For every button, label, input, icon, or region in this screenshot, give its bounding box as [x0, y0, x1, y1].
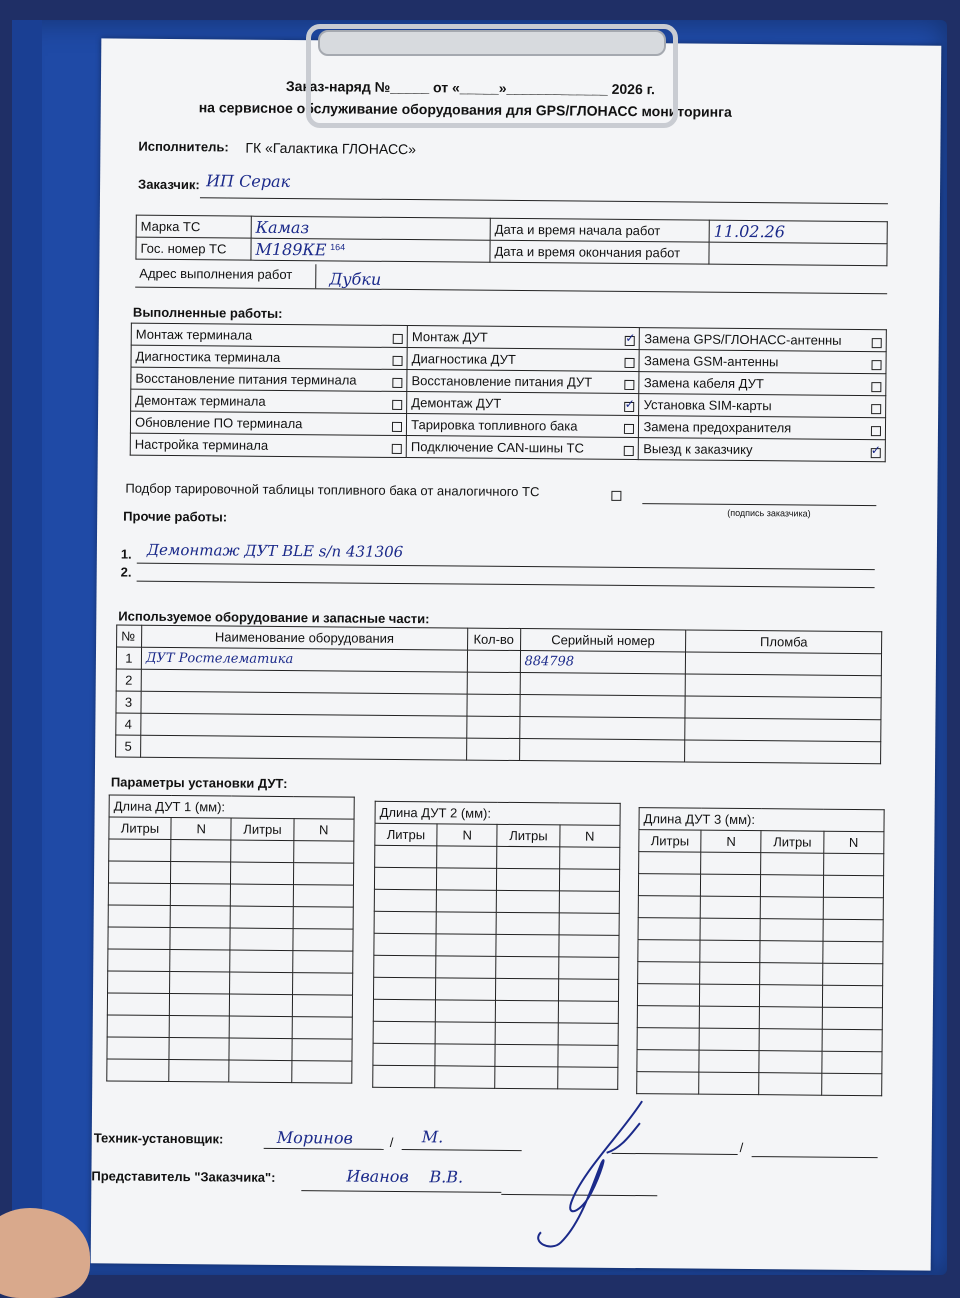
- dut-cell: [291, 1061, 352, 1084]
- works-item-checkbox[interactable]: [393, 334, 403, 344]
- equipment-cell: 2: [116, 669, 141, 691]
- equipment-cell: [466, 716, 519, 738]
- dut-cell: [823, 919, 884, 942]
- other-work-num-2: 2.: [120, 564, 132, 580]
- dut-cell: [375, 845, 437, 868]
- dut-cell: [497, 890, 559, 913]
- works-cell: [639, 394, 886, 418]
- dut-cell: [171, 839, 232, 862]
- address-value: Дубки: [329, 269, 382, 289]
- works-item-checkbox[interactable]: [625, 358, 635, 368]
- dut-cell: [637, 1072, 699, 1095]
- works-cell: [407, 348, 640, 372]
- dut-params-title: Параметры установки ДУТ:: [110, 774, 288, 792]
- doc-title-line2: на сервисное обслуживание оборудования для GPS/ГЛОНАСС мониторинга: [198, 99, 732, 120]
- dut-cell: [761, 897, 823, 920]
- equipment-cell: ДУТ Ростелематика: [141, 647, 467, 672]
- equipment-header-cell: Пломба: [686, 630, 882, 654]
- dut-block-title: Длина ДУТ 1 (мм):: [109, 795, 354, 819]
- tech-name-line: [264, 1148, 384, 1150]
- dut-cell: [231, 906, 293, 929]
- dut-col-header: N: [171, 817, 232, 840]
- works-item-checkbox[interactable]: [392, 378, 402, 388]
- brand-label: Марка ТС: [136, 215, 251, 238]
- works-cell: [131, 389, 407, 413]
- dut-cell: [497, 912, 559, 935]
- works-item-label: Демонтаж терминала: [135, 392, 266, 409]
- dut-cell: [496, 978, 558, 1001]
- dut-col-header: N: [823, 831, 884, 854]
- equipment-cell: [467, 672, 520, 694]
- dut-cell: [292, 951, 353, 974]
- dut-cell: [699, 1006, 760, 1029]
- dut-cell: [293, 907, 354, 930]
- works-cell: [640, 328, 887, 352]
- dut-cell: [229, 1038, 291, 1061]
- dut-cell: [170, 971, 231, 994]
- works-cell: [406, 436, 639, 460]
- equipment-cell: [520, 695, 686, 718]
- dut-cell: [108, 905, 170, 928]
- dut-col-header: Литры: [375, 823, 437, 846]
- dut-cell: [638, 918, 700, 941]
- dut-cell: [701, 852, 762, 875]
- works-cell: [639, 438, 886, 462]
- dut-cell: [107, 1015, 169, 1038]
- dut-cell: [822, 941, 883, 964]
- start-label: Дата и время начала работ: [490, 218, 709, 242]
- dut-col-header: N: [701, 830, 762, 853]
- works-cell: [130, 411, 406, 435]
- dut-cell: [107, 993, 169, 1016]
- signature-caption: (подпись заказчика): [727, 507, 811, 519]
- dut-cell: [230, 1016, 292, 1039]
- dut-cell: [760, 1029, 822, 1052]
- dut-cell: [170, 883, 231, 906]
- dut-cell: [436, 956, 497, 979]
- dut-col-header: Литры: [109, 817, 171, 840]
- vehicle-table: [135, 215, 887, 267]
- dut-cell: [760, 919, 822, 942]
- equipment-cell: [467, 650, 520, 672]
- equipment-cell: [519, 717, 685, 740]
- equipment-cell: [467, 694, 520, 716]
- dut-cell: [293, 885, 354, 908]
- works-item-label: Восстановление питания терминала: [135, 370, 357, 388]
- address-underline: [135, 287, 887, 295]
- plate-label: Гос. номер ТС: [136, 237, 251, 260]
- tariff-label: Подбор тарировочной таблицы топливного бака от аналогичного ТС: [125, 480, 540, 500]
- dut-cell: [293, 863, 354, 886]
- works-item-label: Диагностика терминала: [135, 348, 281, 365]
- customer-signature-mark: [511, 1092, 662, 1253]
- dut-cell: [231, 840, 293, 863]
- tech-initials: М.: [421, 1127, 444, 1147]
- rep-name-line: [301, 1190, 501, 1193]
- works-item-checkbox[interactable]: [393, 356, 403, 366]
- dut-cell: [495, 1066, 557, 1089]
- dut-cell: [637, 1050, 699, 1073]
- doc-title-line1: Заказ-наряд №_____ от «_____»_____________ 2026 г.: [285, 77, 656, 98]
- equipment-cell: [520, 673, 686, 696]
- dut-cell: [373, 999, 435, 1022]
- dut-cell: [760, 941, 822, 964]
- dut-cell: [373, 977, 435, 1000]
- dut-col-header: Литры: [231, 818, 293, 841]
- dut-cell: [230, 972, 292, 995]
- dut-col-header: Литры: [497, 824, 559, 847]
- plate-value: М189КЕ $^{164}$: [251, 238, 490, 262]
- works-item-checkbox[interactable]: [871, 426, 881, 436]
- works-cell: [130, 433, 406, 457]
- other-work-num-1: 1.: [120, 546, 132, 562]
- dut-cell: [699, 1028, 760, 1051]
- works-item-label: Тарировка топливного бака: [411, 417, 578, 434]
- works-cell: [131, 345, 407, 369]
- dut-cell: [292, 973, 353, 996]
- dut-block-table: [636, 807, 884, 1096]
- dut-cell: [823, 897, 884, 920]
- works-item-label: Монтаж терминала: [135, 326, 253, 343]
- dut-cell: [436, 978, 497, 1001]
- executor-value: ГК «Галактика ГЛОНАСС»: [245, 139, 417, 158]
- dut-cell: [700, 918, 761, 941]
- dut-cell: [170, 905, 231, 928]
- works-item-checkbox[interactable]: [625, 336, 635, 346]
- dut-cell: [496, 1000, 558, 1023]
- works-item-checkbox[interactable]: [625, 402, 635, 412]
- dut-cell: [760, 985, 822, 1008]
- works-cell: [407, 392, 640, 416]
- equipment-header-cell: Наименование оборудования: [141, 625, 467, 650]
- dut-cell: [374, 933, 436, 956]
- dut-col-header: N: [437, 824, 498, 847]
- dut-cell: [435, 1066, 496, 1089]
- dut-cell: [700, 874, 761, 897]
- dut-cell: [638, 962, 700, 985]
- tech-extra-line-2: [752, 1156, 878, 1158]
- works-item-label: Диагностика ДУТ: [411, 351, 516, 367]
- equipment-cell: 884798: [520, 651, 686, 674]
- works-item-label: Демонтаж ДУТ: [411, 395, 502, 411]
- dut-cell: [496, 1022, 558, 1045]
- works-item-checkbox[interactable]: [392, 422, 402, 432]
- tariff-checkbox[interactable]: [611, 491, 621, 501]
- dut-cell: [435, 1022, 496, 1045]
- dut-cell: [497, 846, 559, 869]
- dut-cell: [108, 861, 170, 884]
- dut-cell: [495, 1044, 557, 1067]
- tech-label: Техник-установщик:: [93, 1130, 224, 1147]
- dut-cell: [373, 1065, 435, 1088]
- equipment-header-cell: Кол-во: [467, 628, 520, 650]
- dut-cell: [760, 1007, 822, 1030]
- dut-cell: [559, 891, 620, 914]
- works-item-checkbox[interactable]: [872, 338, 882, 348]
- dut-col-header: N: [559, 825, 620, 848]
- dut-cell: [700, 962, 761, 985]
- address-label: Адрес выполнения работ: [139, 265, 293, 283]
- dut-block-title: Длина ДУТ 2 (мм):: [375, 801, 620, 825]
- dut-cell: [638, 874, 700, 897]
- works-item-label: Замена предохранителя: [643, 419, 792, 436]
- dut-cell: [109, 839, 171, 862]
- dut-cell: [108, 971, 170, 994]
- equipment-cell: [141, 669, 467, 694]
- dut-cell: [558, 957, 619, 980]
- equipment-cell: [685, 696, 881, 720]
- works-item-checkbox[interactable]: [624, 446, 634, 456]
- dut-cell: [700, 896, 761, 919]
- dut-cell: [699, 1050, 760, 1073]
- works-item-checkbox[interactable]: [871, 404, 881, 414]
- equipment-cell: [686, 652, 882, 676]
- works-item-label: Выезд к заказчику: [643, 441, 753, 458]
- other-work-line-2: [137, 581, 875, 588]
- dut-cell: [107, 1037, 169, 1060]
- other-works-title: Прочие работы:: [123, 508, 228, 525]
- dut-cell: [761, 853, 823, 876]
- dut-cell: [437, 846, 498, 869]
- works-item-checkbox[interactable]: [871, 360, 881, 370]
- dut-cell: [557, 1045, 618, 1068]
- address-divider: [315, 264, 316, 288]
- dut-cell: [292, 1039, 353, 1062]
- dut-cell: [497, 868, 559, 891]
- dut-cell: [436, 912, 497, 935]
- dut-cell: [823, 853, 884, 876]
- tech-name: Моринов: [276, 1127, 353, 1148]
- executor-label: Исполнитель:: [138, 138, 229, 155]
- dut-cell: [292, 929, 353, 952]
- equipment-header-cell: №: [117, 625, 142, 647]
- equipment-cell: 4: [116, 713, 141, 735]
- end-value: [709, 242, 887, 266]
- dut-cell: [292, 995, 353, 1018]
- tech-sign-line: [402, 1149, 522, 1151]
- works-item-checkbox[interactable]: [624, 424, 634, 434]
- dut-cell: [496, 956, 558, 979]
- works-cell: [131, 323, 407, 347]
- dut-cell: [558, 1001, 619, 1024]
- works-item-checkbox[interactable]: [392, 444, 402, 454]
- dut-cell: [637, 984, 699, 1007]
- equipment-cell: 1: [116, 647, 141, 669]
- dut-cell: [821, 1073, 882, 1096]
- equipment-header-cell: Серийный номер: [520, 629, 686, 652]
- dut-cell: [559, 869, 620, 892]
- work-order-sheet: [91, 38, 942, 1270]
- dut-cell: [558, 935, 619, 958]
- dut-col-header: N: [293, 819, 354, 842]
- dut-cell: [108, 883, 170, 906]
- dut-cell: [231, 884, 293, 907]
- dut-col-header: Литры: [639, 830, 701, 853]
- dut-cell: [170, 949, 231, 972]
- dut-cell: [171, 861, 232, 884]
- brand-value: Камаз: [251, 216, 490, 240]
- dut-cell: [759, 1051, 821, 1074]
- dut-cell: [229, 1060, 291, 1083]
- dut-cell: [637, 1006, 699, 1029]
- dut-cell: [699, 1072, 760, 1095]
- dut-cell: [230, 994, 292, 1017]
- equipment-cell: 3: [116, 691, 141, 713]
- works-item-checkbox[interactable]: [871, 382, 881, 392]
- works-cell: [639, 350, 886, 374]
- end-label: Дата и время окончания работ: [490, 240, 709, 264]
- dut-block-title: Длина ДУТ 3 (мм):: [639, 808, 884, 832]
- dut-cell: [700, 984, 761, 1007]
- works-cell: [407, 326, 640, 350]
- works-table: [130, 323, 887, 463]
- other-work-text-1: Демонтаж ДУТ BLE s/n 431306: [146, 540, 404, 562]
- equipment-table: [115, 625, 882, 765]
- dut-cell: [637, 1028, 699, 1051]
- dut-col-header: Литры: [761, 831, 823, 854]
- dut-cell: [373, 1043, 435, 1066]
- dut-cell: [435, 1044, 496, 1067]
- dut-cell: [496, 934, 558, 957]
- customer-value: ИП Серак: [206, 171, 291, 192]
- dut-cell: [821, 1051, 882, 1074]
- works-item-label: Настройка терминала: [134, 436, 269, 453]
- works-title: Выполненные работы:: [132, 304, 283, 321]
- dut-cell: [436, 890, 497, 913]
- dut-cell: [822, 1029, 883, 1052]
- works-item-label: Замена GPS/ГЛОНАСС-антенны: [644, 331, 842, 348]
- equipment-cell: [519, 739, 685, 762]
- customer-signature-line: [642, 503, 876, 506]
- dut-cell: [436, 934, 497, 957]
- dut-cell: [559, 913, 620, 936]
- works-item-checkbox[interactable]: [871, 448, 881, 458]
- other-work-line-1: [137, 563, 875, 570]
- tech-slash-2: /: [739, 1139, 744, 1156]
- works-item-label: Замена кабеля ДУТ: [643, 375, 764, 392]
- works-item-label: Монтаж ДУТ: [411, 329, 488, 345]
- dut-cell: [108, 949, 170, 972]
- dut-cell: [230, 950, 292, 973]
- dut-cell: [169, 1037, 230, 1060]
- equipment-cell: [141, 691, 467, 716]
- dut-cell: [435, 1000, 496, 1023]
- equipment-cell: [141, 713, 467, 738]
- rep-name: Иванов: [346, 1166, 409, 1187]
- dut-cell: [437, 868, 498, 891]
- dut-block-table: [106, 794, 354, 1083]
- dut-cell: [558, 979, 619, 1002]
- dut-cell: [374, 889, 436, 912]
- dut-cell: [557, 1067, 618, 1090]
- dut-cell: [170, 927, 231, 950]
- dut-cell: [639, 852, 701, 875]
- dut-cell: [558, 1023, 619, 1046]
- dut-cell: [638, 940, 700, 963]
- clipboard-spine: [12, 20, 42, 1275]
- works-cell: [639, 372, 886, 396]
- equipment-cell: [685, 740, 881, 764]
- dut-cell: [700, 940, 761, 963]
- dut-cell: [374, 867, 436, 890]
- rep-label: Представитель "Заказчика":: [91, 1168, 276, 1185]
- dut-cell: [822, 985, 883, 1008]
- works-item-label: Установка SIM-карты: [643, 397, 772, 414]
- works-cell: [639, 416, 886, 440]
- dut-cell: [822, 963, 883, 986]
- customer-underline: [200, 197, 888, 204]
- dut-cell: [374, 955, 436, 978]
- dut-cell: [169, 1059, 230, 1082]
- dut-cell: [230, 928, 292, 951]
- works-item-label: Восстановление питания ДУТ: [411, 373, 593, 390]
- dut-cell: [822, 1007, 883, 1030]
- dut-cell: [107, 1059, 169, 1082]
- customer-label: Заказчик:: [138, 176, 200, 193]
- dut-cell: [759, 1073, 821, 1096]
- works-cell: [407, 370, 640, 394]
- start-value: 11.02.26: [709, 220, 887, 244]
- equipment-cell: [685, 674, 881, 698]
- dut-cell: [638, 896, 700, 919]
- rep-initials: В.В.: [429, 1167, 464, 1187]
- clipboard-clip: [306, 24, 678, 128]
- equipment-title: Используемое оборудование и запасные части:: [118, 608, 430, 627]
- dut-cell: [823, 875, 884, 898]
- works-cell: [131, 367, 407, 391]
- dut-cell: [169, 993, 230, 1016]
- dut-cell: [761, 875, 823, 898]
- works-cell: [407, 414, 640, 438]
- works-item-label: Замена GSM-антенны: [643, 353, 779, 370]
- equipment-cell: [141, 735, 467, 760]
- equipment-cell: 5: [116, 735, 141, 757]
- dut-cell: [169, 1015, 230, 1038]
- equipment-cell: [466, 738, 519, 760]
- dut-cell: [292, 1017, 353, 1040]
- works-item-label: Подключение CAN-шины ТС: [410, 439, 584, 456]
- works-item-label: Обновление ПО терминала: [134, 414, 303, 432]
- dut-block-table: [372, 801, 620, 1090]
- dut-cell: [760, 963, 822, 986]
- works-item-checkbox[interactable]: [625, 380, 635, 390]
- dut-cell: [373, 1021, 435, 1044]
- dut-cell: [374, 911, 436, 934]
- dut-cell: [293, 841, 354, 864]
- dut-cell: [559, 847, 620, 870]
- dut-cell: [108, 927, 170, 950]
- works-item-checkbox[interactable]: [392, 400, 402, 410]
- equipment-cell: [685, 718, 881, 742]
- tech-slash: /: [389, 1134, 394, 1150]
- dut-cell: [231, 862, 293, 885]
